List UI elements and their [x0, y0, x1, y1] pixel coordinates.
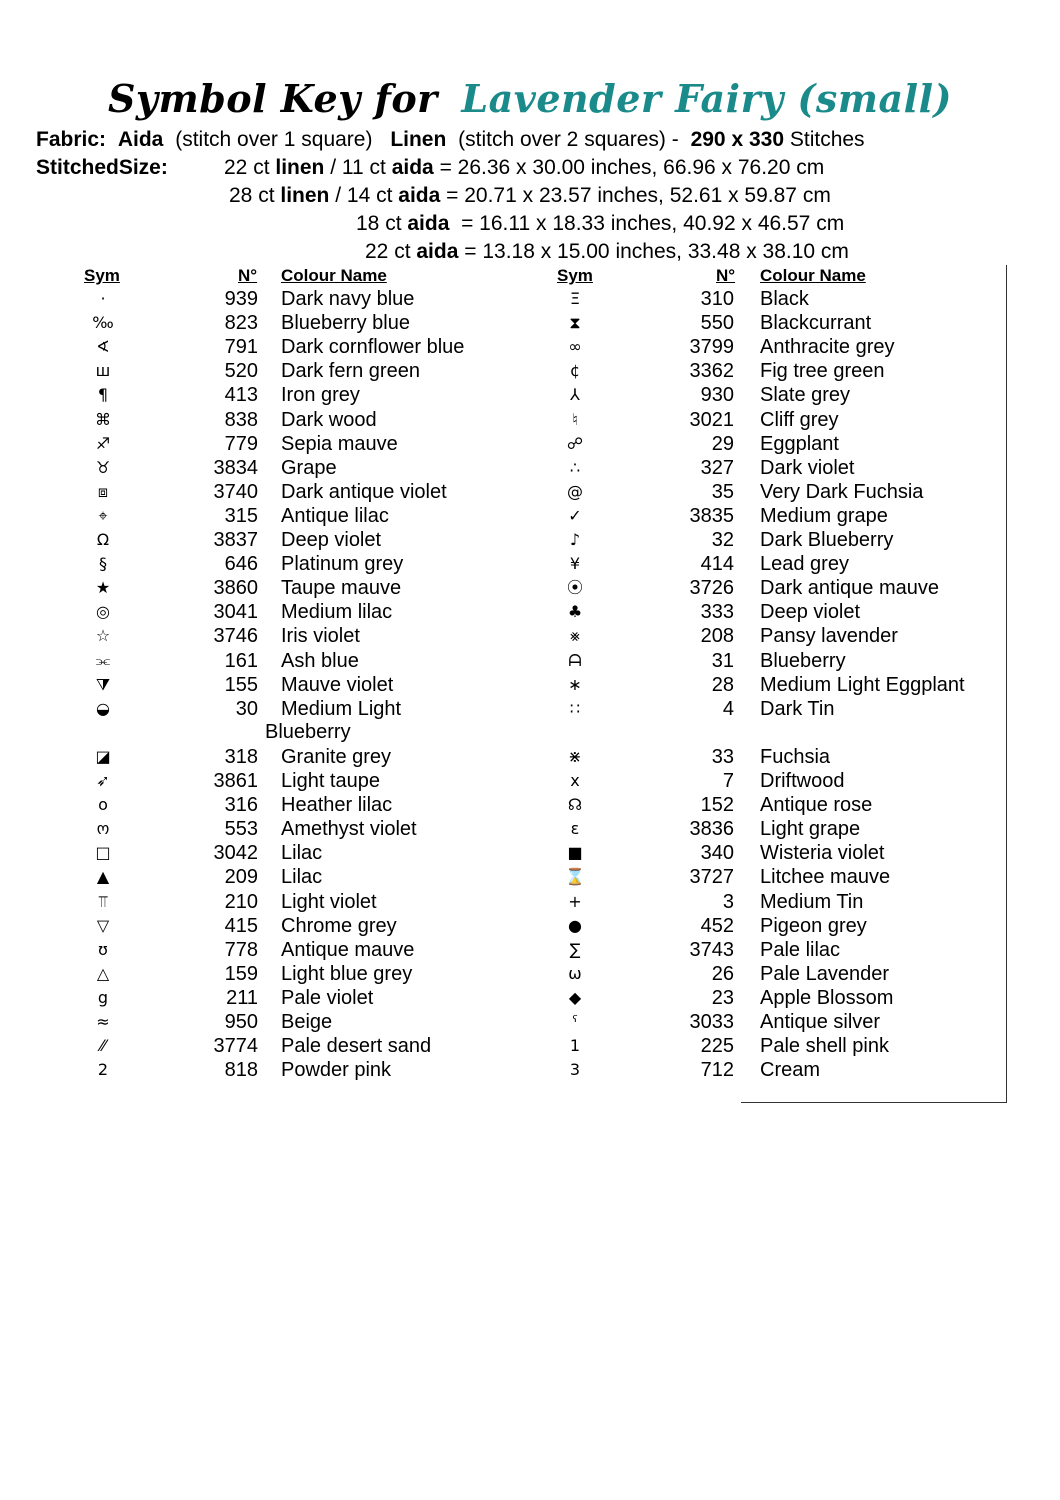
- symbol-glyph: □: [95, 843, 111, 862]
- thread-number: 712: [700, 1059, 734, 1081]
- symbol-glyph: g: [97, 988, 109, 1007]
- thread-number: 3042: [213, 842, 258, 864]
- fabric-linen-note: (stitch over 2 squares) -: [458, 128, 679, 151]
- colour-name: Dark Blueberry: [760, 529, 894, 551]
- colour-name: Pale desert sand: [281, 1035, 432, 1057]
- thread-number: 3837: [213, 529, 258, 551]
- size-text: = 26.36 x 30.00 inches, 66.96 x 76.20 cm: [433, 156, 825, 179]
- symbol-glyph: ∑: [569, 940, 581, 959]
- thread-number: 950: [224, 1011, 258, 1033]
- thread-number: 316: [224, 794, 258, 816]
- thread-number: 35: [711, 481, 734, 503]
- colour-name: Iron grey: [281, 384, 360, 406]
- header-num-left: N°: [238, 266, 258, 285]
- header-num-right: N°: [716, 266, 736, 285]
- thread-number: 3835: [689, 505, 734, 527]
- symbol-glyph: ш: [95, 361, 111, 380]
- symbol-glyph: ☍: [566, 434, 584, 453]
- symbol-glyph: ♮: [572, 410, 578, 429]
- thread-number: 791: [224, 336, 258, 358]
- colour-name: Dark wood: [281, 409, 377, 431]
- colour-name: Light taupe: [281, 770, 380, 792]
- symbol-glyph: Ω: [96, 530, 110, 549]
- colour-name: Medium Tin: [760, 891, 864, 913]
- symbol-glyph: ⧩: [95, 675, 111, 694]
- symbol-glyph: ᗩ: [568, 651, 582, 670]
- symbol-glyph: ♣: [567, 602, 583, 621]
- colour-name: Mauve violet: [281, 674, 394, 696]
- thread-number: 553: [224, 818, 258, 840]
- colour-name-continued: Blueberry: [265, 721, 351, 743]
- colour-name: Blueberry blue: [281, 312, 410, 334]
- pattern-name: Lavender Fairy (small): [461, 76, 952, 121]
- colour-name: Dark cornflower blue: [281, 336, 465, 358]
- colour-name: Dark Tin: [760, 698, 835, 720]
- colour-name: Ash blue: [281, 650, 359, 672]
- symbol-glyph: ∴: [569, 458, 581, 477]
- fabric-word: aida: [391, 156, 434, 179]
- thread-number: 152: [700, 794, 734, 816]
- colour-name: Eggplant: [760, 433, 839, 455]
- symbol-glyph: 1: [569, 1036, 581, 1055]
- size-text: 22 ct: [365, 240, 417, 263]
- symbol-glyph: △: [96, 964, 110, 983]
- symbol-glyph: ¥: [569, 554, 581, 573]
- header-sym-left: Sym: [84, 266, 120, 285]
- colour-name: Lead grey: [760, 553, 849, 575]
- colour-name: Medium Light: [281, 698, 402, 720]
- thread-number: 4: [722, 698, 734, 720]
- symbol-glyph: ▲: [96, 867, 110, 886]
- symbol-glyph: ➶: [96, 771, 110, 790]
- colour-name: Grape: [281, 457, 337, 479]
- thread-number: 3743: [689, 939, 734, 961]
- thread-number: 838: [224, 409, 258, 431]
- thread-number: 318: [224, 746, 258, 768]
- symbol-glyph: ★: [95, 578, 111, 597]
- symbol-glyph: +: [568, 892, 582, 911]
- colour-name: Very Dark Fuchsia: [760, 481, 924, 503]
- thread-number: 452: [700, 915, 734, 937]
- colour-name: Medium Light Eggplant: [760, 674, 965, 696]
- fabric-word: aida: [398, 184, 441, 207]
- symbol-glyph: ∗: [568, 675, 582, 694]
- colour-name: Medium lilac: [281, 601, 393, 623]
- thread-number: 3033: [689, 1011, 734, 1033]
- symbol-glyph: Ξ: [569, 289, 581, 308]
- thread-number: 225: [700, 1035, 734, 1057]
- symbol-glyph: ⌖: [98, 506, 108, 525]
- colour-name: Dark fern green: [281, 360, 420, 382]
- thread-number: 939: [224, 288, 258, 310]
- thread-number: 778: [224, 939, 258, 961]
- thread-number: 3860: [213, 577, 258, 599]
- thread-number: 3799: [689, 336, 734, 358]
- symbol-glyph: ⁄⁄: [100, 1036, 106, 1055]
- symbol-glyph: ‰: [92, 313, 114, 332]
- symbol-glyph: ▽: [96, 916, 110, 935]
- colour-name: Dark navy blue: [281, 288, 415, 310]
- colour-name: Cliff grey: [760, 409, 839, 431]
- symbol-glyph: ო: [96, 819, 110, 838]
- fabric-label: Fabric:: [36, 128, 107, 151]
- symbol-glyph: ¶: [97, 385, 109, 404]
- thread-number: 7: [722, 770, 734, 792]
- thread-number: 31: [711, 650, 734, 672]
- colour-name: Taupe mauve: [281, 577, 402, 599]
- stitch-count: 290 x 330: [690, 128, 785, 151]
- symbol-glyph: §: [99, 554, 107, 573]
- colour-name: Heather lilac: [281, 794, 393, 816]
- colour-name: Lilac: [281, 842, 323, 864]
- colour-name: Lilac: [281, 866, 323, 888]
- colour-name: Apple Blossom: [760, 987, 894, 1009]
- symbol-glyph: ⫪: [98, 892, 108, 911]
- symbol-glyph: ω: [568, 964, 582, 983]
- symbol-glyph: ♪: [569, 530, 581, 549]
- symbol-glyph: ☆: [95, 626, 111, 645]
- fabric-aida: Aida: [117, 128, 164, 151]
- size-text: = 16.11 x 18.33 inches, 40.92 x 46.57 cm: [449, 212, 845, 235]
- thread-number: 33: [711, 746, 734, 768]
- symbol-glyph: ◆: [568, 988, 582, 1007]
- size-text: / 11 ct: [324, 156, 392, 179]
- thread-number: 3362: [689, 360, 734, 382]
- thread-number: 520: [224, 360, 258, 382]
- colour-name: Anthracite grey: [760, 336, 895, 358]
- colour-name: Chrome grey: [281, 915, 397, 937]
- colour-name: Pansy lavender: [760, 625, 898, 647]
- colour-name: Litchee mauve: [760, 866, 891, 888]
- symbol-glyph: ◎: [96, 602, 110, 621]
- thread-number: 414: [700, 553, 734, 575]
- symbol-glyph: ♉: [95, 458, 111, 477]
- stitched-size-line: [229, 184, 831, 208]
- colour-name: Blueberry: [760, 650, 846, 672]
- size-text: 22 ct: [224, 156, 276, 179]
- symbol-glyph: ∷: [569, 699, 581, 718]
- fabric-word: aida: [407, 212, 450, 235]
- thread-number: 315: [224, 505, 258, 527]
- colour-name: Dark violet: [760, 457, 855, 479]
- thread-number: 32: [711, 529, 734, 551]
- symbol-glyph: ⦿: [566, 578, 583, 597]
- thread-number: 210: [224, 891, 258, 913]
- table-right-border: [1006, 265, 1007, 1103]
- header-name-left: Colour Name: [281, 266, 387, 285]
- symbol-glyph: ·: [100, 289, 106, 308]
- colour-name: Iris violet: [281, 625, 360, 647]
- fabric-word: linen: [275, 156, 325, 179]
- symbol-glyph: ∞: [568, 337, 582, 356]
- colour-name: Antique silver: [760, 1011, 881, 1033]
- title-prefix: Symbol Key for: [107, 76, 438, 121]
- thread-number: 3740: [213, 481, 258, 503]
- symbol-glyph: ∢: [96, 337, 110, 356]
- symbol-glyph: ⨳: [570, 626, 580, 645]
- colour-name: Cream: [760, 1059, 821, 1081]
- colour-name: Dark antique mauve: [760, 577, 939, 599]
- symbol-glyph: ¢: [569, 361, 581, 380]
- thread-number: 333: [700, 601, 734, 623]
- thread-number: 550: [700, 312, 734, 334]
- thread-number: 413: [224, 384, 258, 406]
- header-sym-right: Sym: [557, 266, 593, 285]
- colour-name: Beige: [281, 1011, 333, 1033]
- symbol-glyph: ■: [567, 843, 583, 862]
- thread-number: 155: [224, 674, 258, 696]
- symbol-glyph: ⋇: [568, 747, 582, 766]
- size-text: 18 ct: [356, 212, 408, 235]
- stitched-size-line: [224, 156, 824, 180]
- colour-name: Slate grey: [760, 384, 851, 406]
- symbol-glyph: ♐: [95, 434, 111, 453]
- colour-name: Granite grey: [281, 746, 392, 768]
- fabric-aida-note: (stitch over 1 square): [175, 128, 373, 151]
- header-name-right: Colour Name: [760, 266, 866, 285]
- symbol-glyph: ✓: [568, 506, 582, 525]
- colour-name: Antique mauve: [281, 939, 415, 961]
- colour-name: Light blue grey: [281, 963, 413, 985]
- thread-number: 3861: [213, 770, 258, 792]
- symbol-glyph: 3: [569, 1060, 581, 1079]
- thread-number: 823: [224, 312, 258, 334]
- colour-name: Pale violet: [281, 987, 374, 1009]
- colour-name: Deep violet: [760, 601, 861, 623]
- symbol-glyph: 2: [97, 1060, 109, 1079]
- thread-number: 646: [224, 553, 258, 575]
- fabric-word: aida: [416, 240, 459, 263]
- thread-number: 818: [224, 1059, 258, 1081]
- symbol-glyph: ⫘: [95, 651, 111, 670]
- symbol-glyph: ⌛: [565, 867, 585, 886]
- colour-name: Deep violet: [281, 529, 382, 551]
- colour-name: Fuchsia: [760, 746, 831, 768]
- stitch-word: Stitches: [789, 128, 865, 151]
- thread-number: 415: [224, 915, 258, 937]
- thread-number: 3746: [213, 625, 258, 647]
- colour-name: Pale Lavender: [760, 963, 889, 985]
- colour-name: Pigeon grey: [760, 915, 867, 937]
- thread-number: 3836: [689, 818, 734, 840]
- thread-number: 3774: [213, 1035, 258, 1057]
- thread-number: 340: [700, 842, 734, 864]
- symbol-glyph: ε: [570, 819, 580, 838]
- colour-name: Pale shell pink: [760, 1035, 889, 1057]
- stitched-size-line: [365, 240, 849, 264]
- colour-name: Driftwood: [760, 770, 845, 792]
- size-text: / 14 ct: [329, 184, 399, 207]
- thread-number: 3834: [213, 457, 258, 479]
- thread-number: 3041: [213, 601, 258, 623]
- thread-number: 3727: [689, 866, 734, 888]
- symbol-glyph: ʊ: [98, 940, 108, 959]
- colour-name: Antique rose: [760, 794, 873, 816]
- colour-name: Antique lilac: [281, 505, 389, 527]
- colour-name: Light grape: [760, 818, 861, 840]
- symbol-glyph: ●: [568, 916, 582, 935]
- colour-name: Black: [760, 288, 809, 310]
- thread-number: 3: [722, 891, 734, 913]
- symbol-glyph: @: [567, 482, 583, 501]
- colour-name: Light violet: [281, 891, 377, 913]
- fabric-line: [36, 128, 865, 152]
- colour-name: Platinum grey: [281, 553, 404, 575]
- colour-name: Dark antique violet: [281, 481, 447, 503]
- page-title: [0, 76, 1060, 121]
- thread-number: 3726: [689, 577, 734, 599]
- thread-number: 327: [700, 457, 734, 479]
- table-bottom-border: [741, 1102, 1007, 1103]
- fabric-word: linen: [280, 184, 330, 207]
- colour-name: Medium grape: [760, 505, 888, 527]
- colour-name: Fig tree green: [760, 360, 885, 382]
- symbol-glyph: ≈: [96, 1012, 110, 1031]
- thread-number: 29: [711, 433, 734, 455]
- thread-number: 310: [700, 288, 734, 310]
- thread-number: 779: [224, 433, 258, 455]
- colour-name: Amethyst violet: [281, 818, 417, 840]
- symbol-glyph: ⧈: [97, 482, 109, 501]
- thread-number: 159: [224, 963, 258, 985]
- thread-number: 161: [224, 650, 258, 672]
- symbol-glyph: ◒: [96, 699, 110, 718]
- symbol-glyph: ⧗: [569, 313, 581, 332]
- colour-name: Sepia mauve: [281, 433, 398, 455]
- size-text: 28 ct: [229, 184, 281, 207]
- symbol-glyph: ⌘: [95, 410, 111, 429]
- stitched-size-line: [356, 212, 844, 236]
- thread-number: 28: [711, 674, 734, 696]
- size-text: = 20.71 x 23.57 inches, 52.61 x 59.87 cm: [440, 184, 831, 207]
- symbol-glyph: x: [570, 771, 580, 790]
- thread-number: 211: [226, 987, 258, 1009]
- symbol-glyph: ⅄: [570, 385, 580, 404]
- symbol-glyph: ˁ: [572, 1012, 578, 1031]
- colour-name: Pale lilac: [760, 939, 841, 961]
- symbol-glyph: ◪: [95, 747, 111, 766]
- size-text: = 13.18 x 15.00 inches, 33.48 x 38.10 cm: [458, 240, 849, 263]
- thread-number: 930: [700, 384, 734, 406]
- colour-name: Blackcurrant: [760, 312, 872, 334]
- stitched-size-label: StitchedSize:: [36, 156, 168, 179]
- symbol-glyph: o: [98, 795, 108, 814]
- thread-number: 209: [224, 866, 258, 888]
- colour-name: Wisteria violet: [760, 842, 885, 864]
- fabric-linen: Linen: [390, 128, 447, 151]
- thread-number: 30: [235, 698, 258, 720]
- thread-number: 208: [700, 625, 734, 647]
- thread-number: 26: [711, 963, 734, 985]
- thread-number: 3021: [689, 409, 734, 431]
- colour-name: Powder pink: [281, 1059, 392, 1081]
- thread-number: 23: [711, 987, 734, 1009]
- symbol-glyph: ☊: [567, 795, 583, 814]
